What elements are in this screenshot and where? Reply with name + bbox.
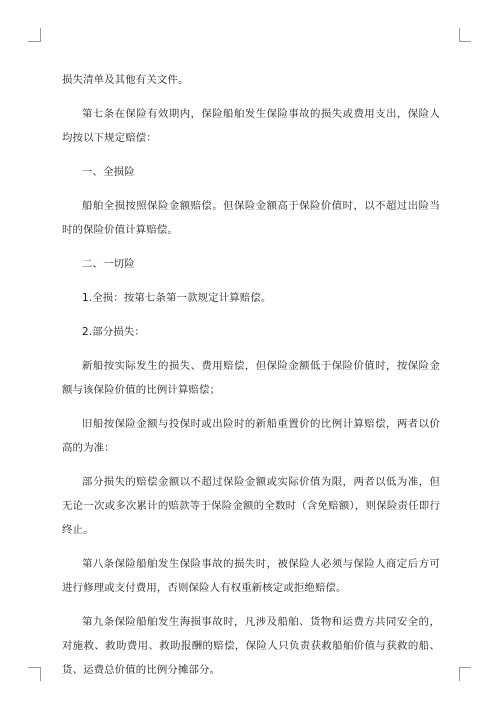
crop-mark-top-right (459, 28, 460, 42)
crop-mark-bottom-right (459, 667, 460, 681)
paragraph-continuation: 损失清单及其他有关文件。 (62, 74, 189, 86)
paragraph-article-8: 第八条保险船舶发生保险事故的损失时，被保险人必须与保险人商定后方可进行修理或支付费用，否则保险人有权重新核定或拒绝赔偿。 (62, 558, 440, 594)
list-item-total-loss: 1.全损：按第七条第一款规定计算赔偿。 (82, 292, 272, 304)
crop-mark-top-left (40, 28, 41, 42)
paragraph-new-ship: 新船按实际发生的损失、费用赔偿，但保险金额低于保险价值时，按保险金额与该保险价值的比例计算赔偿； (62, 360, 440, 396)
heading-all-risks: 二、一切险 (82, 258, 135, 270)
crop-mark-bottom-left (40, 667, 41, 681)
paragraph-article-7: 第七条在保险有效期内，保险船舶发生保险事故的损失或费用支出，保险人均按以下规定赔偿： (62, 108, 440, 144)
paragraph-partial-loss-limit: 部分损失的赔偿金额以不超过保险金额或实际价值为限，两者以低为准，但无论一次或多次累计的赔款等于保险金额的全数时（含免赔额），则保险责任即行终止。 (62, 476, 440, 536)
crop-mark-bottom-right-h (459, 667, 471, 668)
paragraph-old-ship: 旧船按保险金额与投保时或出险时的新船重置价的比例计算赔偿，两者以价高的为准： (62, 418, 440, 454)
crop-mark-top-left-h (28, 41, 40, 42)
crop-mark-top-right-h (459, 41, 471, 42)
list-item-partial-loss: 2.部分损失： (82, 326, 145, 338)
paragraph-article-9: 第九条保险船舶发生海损事故时，凡涉及船舶、货物和运费方共同安全的，对施救、救助费用、救助报酬的赔偿，保险人只负责获救船舶价值与获救的船、货、运费总价值的比例分摊部分。 (62, 616, 440, 676)
heading-total-loss: 一、全损险 (82, 166, 135, 178)
paragraph-total-loss: 船舶全损按照保险金额赔偿。但保险金额高于保险价值时，以不超过出险当时的保险价值计算赔偿。 (62, 200, 440, 236)
document-body (62, 68, 440, 692)
crop-mark-bottom-left-h (28, 667, 40, 668)
